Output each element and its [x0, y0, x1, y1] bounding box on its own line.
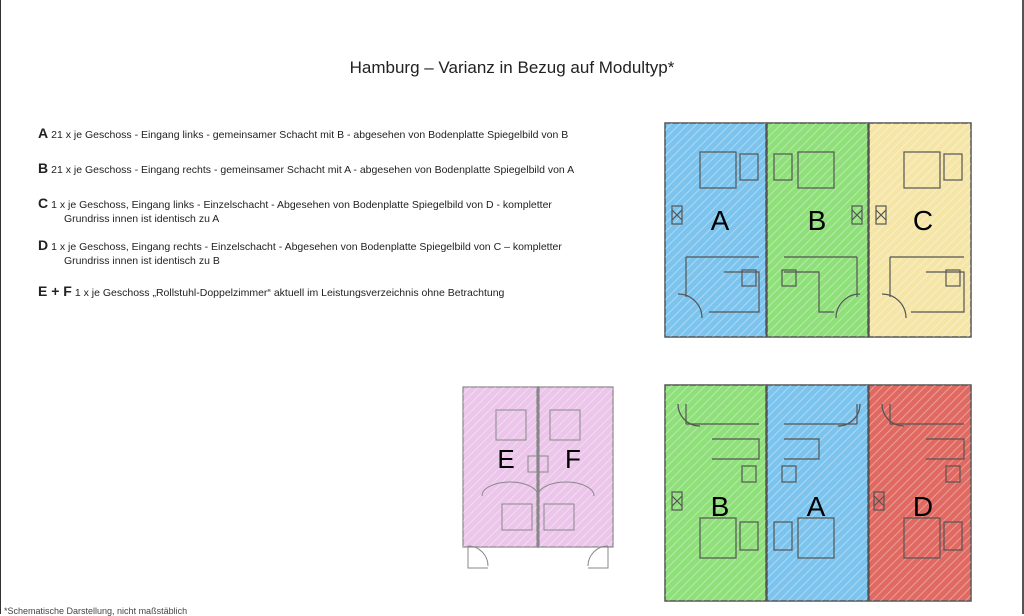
legend-entry-d [38, 238, 562, 268]
legend-key: D [38, 237, 49, 253]
legend-entry-c [38, 196, 552, 226]
module-label-f: F [565, 444, 581, 474]
legend-entry-b [38, 161, 574, 177]
floor-plan-bottom [664, 384, 972, 602]
legend-entry-ef [38, 284, 504, 300]
legend-key: A [38, 125, 49, 141]
legend-text-continued: Grundriss innen ist identisch zu A [64, 213, 220, 225]
legend-text-continued: Grundriss innen ist identisch zu B [64, 255, 220, 267]
module-label-a: A [710, 205, 730, 236]
legend-text: 21 x je Geschoss - Eingang rechts - gemeinsamer Schacht mit A - abgesehen von Bodenplatte Spiegelbild von A [51, 164, 575, 176]
legend-key: C [38, 195, 49, 211]
module-label-b: B [807, 205, 827, 236]
legend-text: 1 x je Geschoss, Eingang links - Einzelschacht - Abgesehen von Bodenplatte Spiegelbild von D - kompletter [51, 199, 552, 211]
legend-key: B [38, 160, 49, 176]
floor-plan-accessible [462, 386, 614, 570]
legend-key: E + F [38, 283, 72, 299]
legend-text: 1 x je Geschoss „Rollstuhl-Doppelzimmer“ aktuell im Leistungsverzeichnis ohne Betrachtung [74, 287, 505, 299]
slide-footnote: *Schematische Darstellung, nicht maßstäblich [4, 606, 188, 616]
legend-entry-a [38, 126, 568, 142]
module-label-b: B [710, 491, 730, 522]
slide-title: Hamburg – Varianz in Bezug auf Modultyp* [349, 58, 675, 77]
module-label-d: D [912, 491, 934, 522]
legend-text: 21 x je Geschoss - Eingang links - gemeinsamer Schacht mit B - abgesehen von Bodenplatte Spiegelbild von B [51, 129, 569, 141]
floor-plan-top [664, 122, 972, 338]
legend-text: 1 x je Geschoss, Eingang rechts - Einzelschacht - Abgesehen von Bodenplatte Spiegelbild von C – kompletter [51, 241, 562, 253]
module-label-a: A [806, 491, 826, 522]
module-label-c: C [912, 205, 934, 236]
module-label-e: E [497, 444, 515, 474]
slide-edge-left [0, 0, 1, 614]
